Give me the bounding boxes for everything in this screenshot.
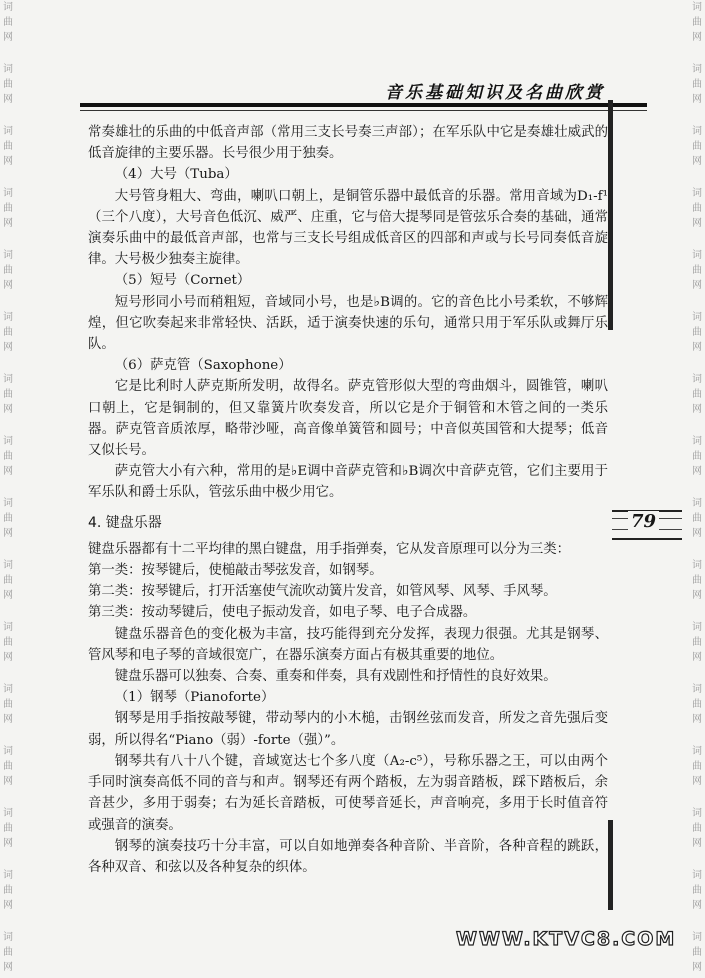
right-watermark-column: 词 曲 网 词 曲 网 词 曲 网 词 曲 网 词 曲 网 词 曲 网 词 曲 网 词 曲 网 词 曲 网 词 曲 网 词 曲 网 词 曲 网 词 曲 网 词 曲 网 词 曲 网 词 曲 网 xyxy=(692,2,702,973)
paragraph-cornet: 短号形同小号而稍粗短，音域同小号，也是♭B调的。它的音色比小号柔软，不够辉煌，但它吹奏起来非常轻快、活跃，适于演奏快速的乐句，通常只用于军乐队或舞厅乐队。 xyxy=(88,294,608,353)
left-watermark-column: 词 曲 网 词 曲 网 词 曲 网 词 曲 网 词 曲 网 词 曲 网 词 曲 网 词 曲 网 词 曲 网 词 曲 网 词 曲 网 词 曲 网 词 曲 网 词 曲 网 词 曲 网 词 曲 网 xyxy=(3,2,13,973)
paragraph-saxophone-types: 萨克管大小有六种，常用的是♭E调中音萨克管和♭B调次中音萨克管，它们主要用于军乐队和爵士乐队，管弦乐曲中极少用它。 xyxy=(88,464,608,501)
paragraph-piano-name: 钢琴是用手指按敲琴键，带动琴内的小木槌，击钢丝弦而发音，所发之音先强后变弱，所以得名“Piano（弱）-forte（强）”。 xyxy=(88,711,608,748)
paragraph-trombone-end: 常奏雄壮的乐曲的中低音声部（常用三支长号奏三声部）；在军乐队中它是奏雄壮威武的低音旋律的主要乐器。长号很少用于独奏。 xyxy=(88,125,608,162)
paragraph-tuba: 大号管身粗大、弯曲，喇叭口朝上，是铜管乐器中最低音的乐器。常用音域为D₁-f¹（三个八度），大号音色低沉、威严、庄重，它与倍大提琴同是管弦乐合奏的基础，通常演奏乐曲中的最低音声部，也常与三支长号组成低音区的四部和声或与长号同奏低音旋律。大号极少独奏主旋律。 xyxy=(88,188,608,268)
section-heading-keyboard: 4. 键盘乐器 xyxy=(88,514,162,531)
paragraph-piano-technique: 钢琴的演奏技巧十分丰富，可以自如地弹奏各种音阶、半音阶，各种音程的跳跃，各种双音、和弦以及各种复杂的织体。 xyxy=(88,838,608,875)
header-rule-thin xyxy=(80,110,647,111)
paragraph-type-3: 第三类：按动琴键后，使电子振动发音，如电子琴、电子合成器。 xyxy=(88,605,477,621)
heading-cornet: （5）短号（Cornet） xyxy=(114,273,251,289)
footer-url-watermark: WWW.KTVC8.COM xyxy=(456,928,677,950)
heading-tuba: （4）大号（Tuba） xyxy=(114,167,238,183)
paragraph-type-1: 第一类：按琴键后，使槌敲击琴弦发音，如钢琴。 xyxy=(88,563,383,579)
body-text xyxy=(88,122,608,878)
paragraph-saxophone: 它是比利时人萨克斯所发明，故得名。萨克管形似大型的弯曲烟斗，圆锥管，喇叭口朝上，它是铜制的，但又靠簧片吹奏发音，所以它是介于铜管和木管之间的一类乐器。萨克管音质浓厚，略带沙哑，高音像单簧管和圆号；中音似英国管和大提琴；低音又似长号。 xyxy=(88,379,608,459)
page-number: 79 xyxy=(628,511,659,532)
edge-bar-bottom xyxy=(608,820,613,910)
paragraph-piano-keys: 钢琴共有八十八个键，音域宽达七个多八度（A₂-c⁵），号称乐器之王，可以由两个手同时演奏高低不同的音与和声。钢琴还有两个踏板，左为弱音踏板，踩下踏板后，余音甚少，多用于弱奏；右为延长音踏板，可使琴音延长，声音响亮，多用于长时值音符或强音的演奏。 xyxy=(88,753,608,833)
paragraph-type-2: 第二类：按琴键后，打开活塞使气流吹动簧片发音，如管风琴、风琴、手风琴。 xyxy=(88,584,557,600)
edge-bar-top xyxy=(608,100,613,330)
heading-piano: （1）钢琴（Pianoforte） xyxy=(114,690,275,706)
paragraph-keyboard-intro: 键盘乐器都有十二平均律的黑白键盘，用手指弹奏，它从发音原理可以分为三类： xyxy=(88,541,571,557)
heading-saxophone: （6）萨克管（Saxophone） xyxy=(114,358,292,374)
header-rule-thick xyxy=(80,103,647,107)
paragraph-keyboard-timbre: 键盘乐器音色的变化极为丰富，技巧能得到充分发挥，表现力很强。尤其是钢琴、管风琴和电子琴的音域很宽广，在器乐演奏方面占有极其重要的地位。 xyxy=(88,626,608,663)
paragraph-keyboard-usage: 键盘乐器可以独奏、合奏、重奏和伴奏，具有戏剧性和抒情性的良好效果。 xyxy=(114,669,557,685)
running-header-title: 音乐基础知识及名曲欣赏 xyxy=(385,83,605,103)
